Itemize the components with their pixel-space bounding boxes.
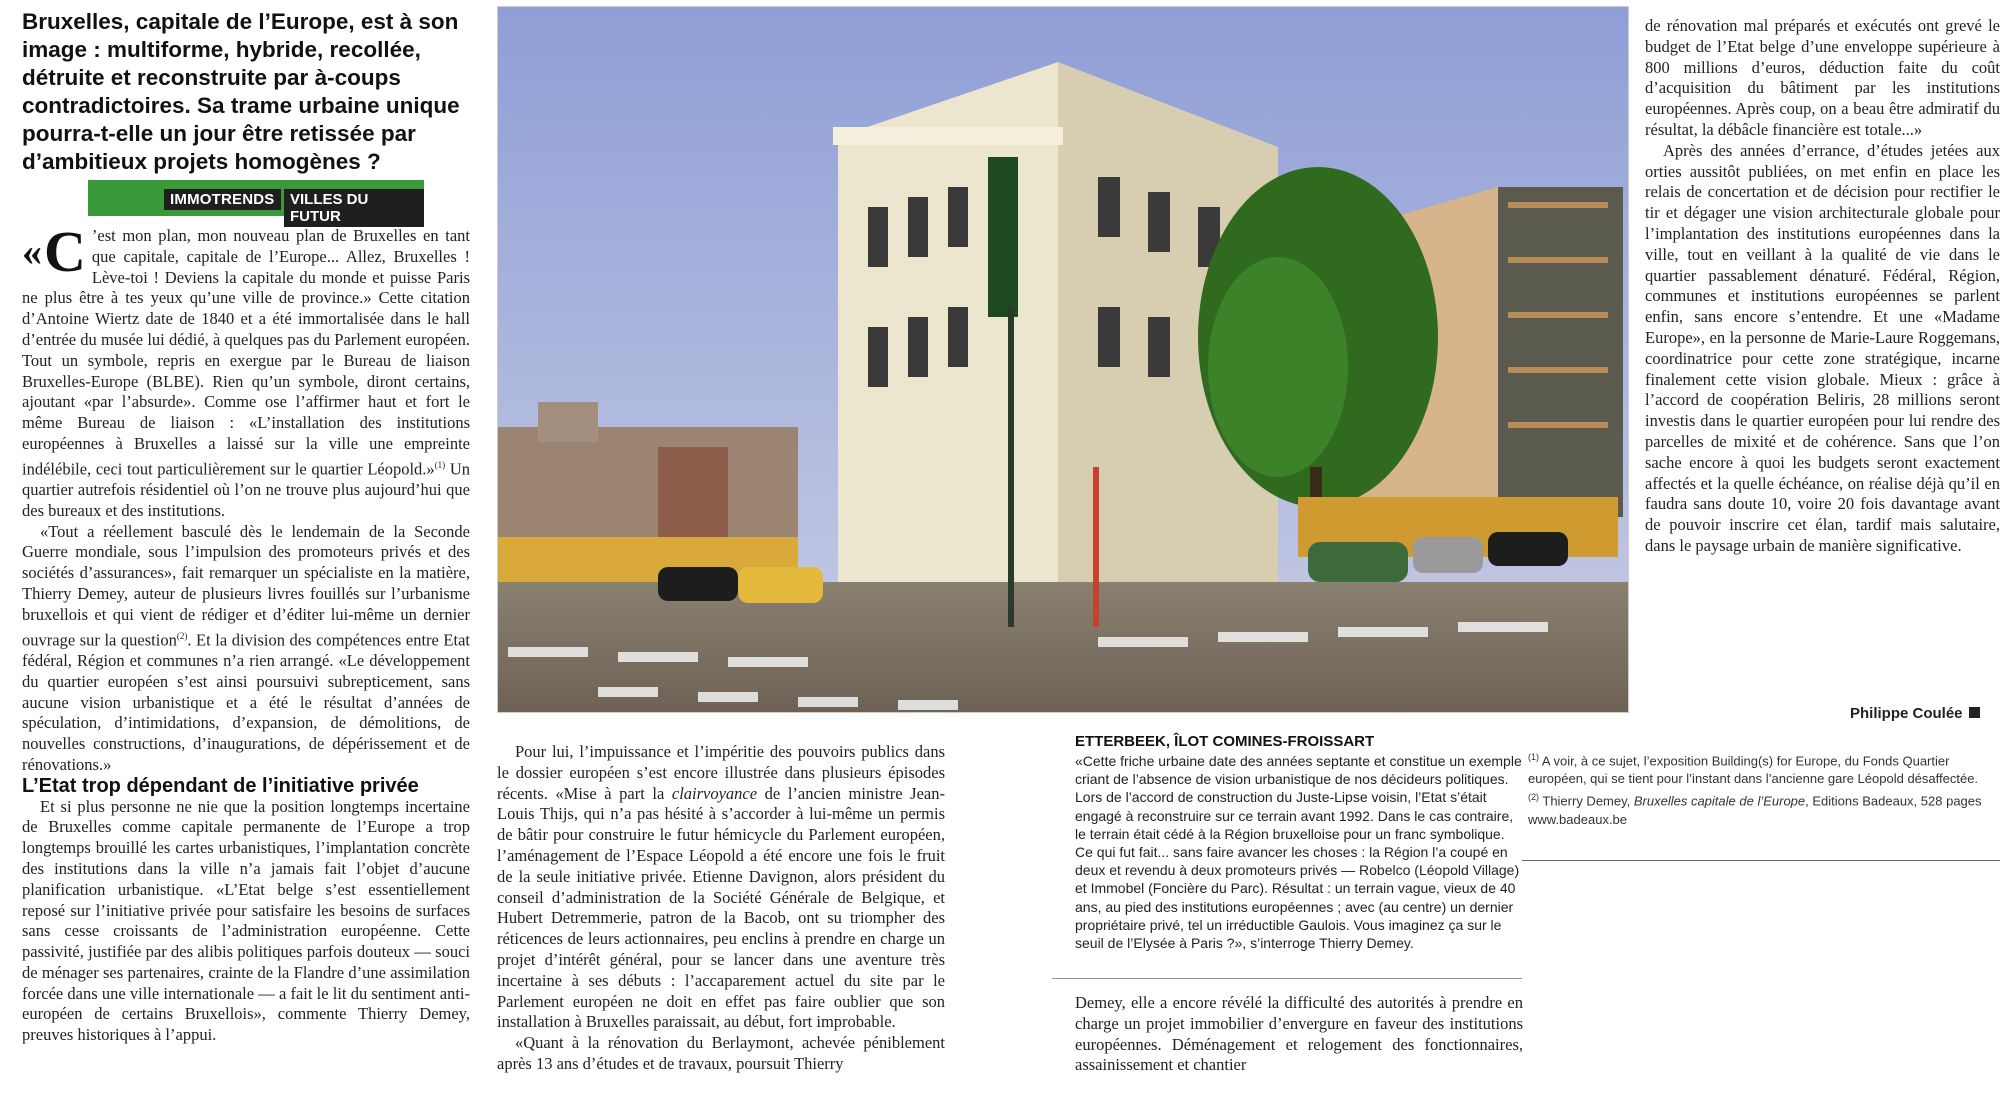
- body-paragraph: Demey, elle a encore révélé la difficulté des autorités à prendre en charge un projet immobilier d’envergure en faveur des institutions européennes. Déménagement et relogement des fonctionnaires, assainissement et chantier: [1075, 993, 1523, 1075]
- article-column-2: [497, 742, 945, 1075]
- footnote-2: $^{(2)}$ Thierry Demey, Bruxelles capitale de l’Europe, Editions Badeaux, 528 pages: [1528, 792, 1982, 809]
- body-paragraph: de rénovation mal préparés et exécutés ont grevé le budget de l’Etat belge d’une enveloppe supérieure à 800 millions d’euros, déduction faite du coût d’acquisition du bâtiment par les institutions européennes. Après coup, on a beau être admiratif du résultat, la débâcle financière est totale...»: [1645, 16, 2000, 139]
- article-deck: Bruxelles, capitale de l’Europe, est à son image : multiforme, hybride, recollée, détruite et reconstruite par à-coups contradictoires. Sa trame urbaine unique pourra-t-elle un jour être retissée par d’ambitieux projets homogènes ?: [22, 9, 460, 174]
- body-paragraph: Et si plus personne ne nie que la position longtemps incertaine de Bruxelles comme capitale permanente de l’Europe a trop longtemps brouillé les cartes urbanistiques, l’implantation concrète des institutions dans la ville n’a jamais fait l’objet d’aucune planification urbanistique. «L’Etat belge s’est essentiellement reposé sur l’initiative privée pour satisfaire les besoins de surfaces sans cesse croissants de l’administration européenne. Cette passivité, justifiée par des alibis politiques parfois douteux — souci de ménager ses partenaires, crainte de la Flandre d’une assimilation forcée dans une ville internationale — a fait le lit du sentiment anti-européen de certains Bruxellois», commente Thierry Demey, preuves historiques à l’appui.: [22, 796, 470, 1045]
- end-mark-icon: [1969, 707, 1980, 718]
- body-paragraph: Après des années d’errance, d’études jetées aux orties aussitôt publiées, on met enfin en place les relais de concertation et de décision pour rectifier le tir et dégager une vision architecturale globale pour l’implantation des institutions européennes dans la ville, tout en veillant à la qualité de vie dans le quartier passablement dénaturé. Fédéral, Région, communes et institutions européennes se parlent enfin, sans encore s’entendre. Et une «Madame Europe», en la personne de Marie-Laure Roggemans, coordinatrice pour cette zone stratégique, incarne finalement cette vision globale. Mieux : grâce à l’accord de coopération Beliris, 28 millions seront investis dans le quartier européen pour lui rendre des parcelles de mixité et de cohérence. Sans que l’on sache encore à quoi les budgets seront exactement affectés et la quelle échéance, on réalise déjà qu’il en faudra sans doute 10, voire 20 fois davantage avant de pouvoir inscrire cet élan, tardif mais salutaire, dans le paysage urbain de manière significative.: [1645, 140, 2000, 555]
- section-subhead: L’Etat trop dépendant de l’initiative privée: [22, 774, 419, 797]
- caption-divider: [1052, 978, 1522, 979]
- body-paragraph: «Quant à la rénovation du Berlaymont, achevée péniblement après 13 ans d’études et de travaux, poursuit Thierry: [497, 1033, 945, 1073]
- footnote-ref: (2): [176, 630, 188, 641]
- body-paragraph: «Tout a réellement basculé dès le lendemain de la Seconde Guerre mondiale, sous l’impulsion des promoteurs privés et des sociétés d’assurances», fait remarquer un spécialiste en la matière, Thierry Demey, auteur de plusieurs livres fouillés sur l’urbanisme bruxellois et qui vient de rédiger et d’éditer lui-même un dernier ouvrage sur la question$^{(2)}$. Et la division des compétences entre Etat fédéral, Région et communes n’a rien arrangé. «Le développement du quartier européen s’est ainsi poursuivi subrepticement, sans aucune vision urbanistique et a été le résultat d’années de spéculation, d’intimidations, d’expansion, de démolitions, de nouvelles constructions, d’inaugurations, de dépérissement et de rénovations.»: [22, 521, 470, 774]
- footnote-1: $^{(1)}$ A voir, à ce sujet, l’exposition Building(s) for Europe, du Fonds Quartier européen, qui se tient pour l’instant dans l’ancienne gare Léopold désaffectée.: [1528, 752, 1979, 787]
- article-column-1: [22, 219, 470, 1046]
- body-paragraph: Pour lui, l’impuissance et l’impéritie des pouvoirs publics dans le dossier européen s’est encore illustrée dans plusieurs épisodes récents. «Mise à part la clairvoyance de l’ancien ministre Jean-Louis Thijs, qui n’a pas hésité à s’accorder à lui-même un permis de bâtir pour construire le futur hémicycle du Parlement européen, l’aménagement de l’Espace Léopold a été encore une fois le fruit de la seule initiative privée. Etienne Davignon, alors président du conseil d’administration de la Société Générale de Belgique, et Hubert Detremmerie, patron de la Bacob, ont su triompher des réticences de leurs actionnaires, peu enclins à prendre en charge un projet d’intérêt général, pour se lancer dans une aventure très incertaine à ses débuts : l’accaparement actuel du site par le Parlement européen ne doit en effet pas faire oublier que son installation à Bruxelles paraissait, au début, fort improbable.: [497, 742, 945, 1032]
- rubric-tag: IMMOTRENDS: [164, 189, 281, 210]
- footnotes: [1528, 748, 1998, 829]
- photo-credit: Philippe Coulée: [1850, 705, 1980, 722]
- footnote-ref: (1): [434, 459, 446, 470]
- caption-title: ETTERBEEK, ÎLOT COMINES-FROISSART: [1075, 733, 1375, 750]
- article-photo: [497, 6, 1629, 713]
- caption-body: «Cette friche urbaine date des années septante et constitue un exemple criant de l’absence de vision urbanistique de nos décideurs politiques. Lors de l’accord de construction du Juste-Lipse voisin, l’Etat s’était engagé à reconstruire sur ce terrain avant 1992. Dans le cas contraire, le terrain était cédé à la Région bruxelloise pour un franc symbolique. Ce qui fut fait... sans faire avancer les choses : la Région l’a coupé en deux et revendu à deux promoteurs privés — Robelco (Léopold Village) et Immobel (Foncière du Parc). Résultat : un terrain vague, vieux de 40 ans, au pied des institutions européennes ; avec (au centre) un dernier propriétaire privé, tel un irréductible Gaulois. Vous imaginez ça sur le seuil de l’Elysée à Paris ?», s’interroge Thierry Demey.: [1075, 753, 1522, 952]
- drop-cap: «C: [22, 219, 86, 284]
- article-column-4: [1645, 16, 2000, 557]
- series-tag: VILLES DU FUTUR: [284, 189, 424, 227]
- footnote-divider: [1522, 860, 2000, 861]
- street-scene-photo: [498, 7, 1628, 712]
- publisher-link[interactable]: www.badeaux.be: [1528, 811, 1628, 827]
- rubric-banner: [88, 180, 424, 225]
- lead-paragraph: «C ’est mon plan, mon nouveau plan de Bruxelles en tant que capitale, capitale de l’Europe... Allez, Bruxelles ! Lève-toi ! Deviens la capitale du monde et puisse Paris ne plus être à tes yeux qu’une ville de province.» Cette citation d’Antoine Wiertz date de 1840 et a été immortalisée dans le hall d’entrée du musée lui dédié, à quelques pas du Parlement européen. Tout un symbole, repris en exergue par le Bureau de liaison Bruxelles-Europe (BLBE). Rien qu’un symbole, diront certains, ajoutant «par l’absurde». Comme ose l’affirmer haut et fort le même Bureau de liaison : «L’installation des institutions européennes à Bruxelles a laissé sur la ville une empreinte indélébile, ceci tout particulièrement sur le quartier Léopold.»$^{(1)}$ Un quartier autrefois résidentiel où l’on ne trouve plus aujourd’hui que des bureaux et des institutions.: [22, 219, 470, 520]
- article-column-3: [1075, 993, 1523, 1076]
